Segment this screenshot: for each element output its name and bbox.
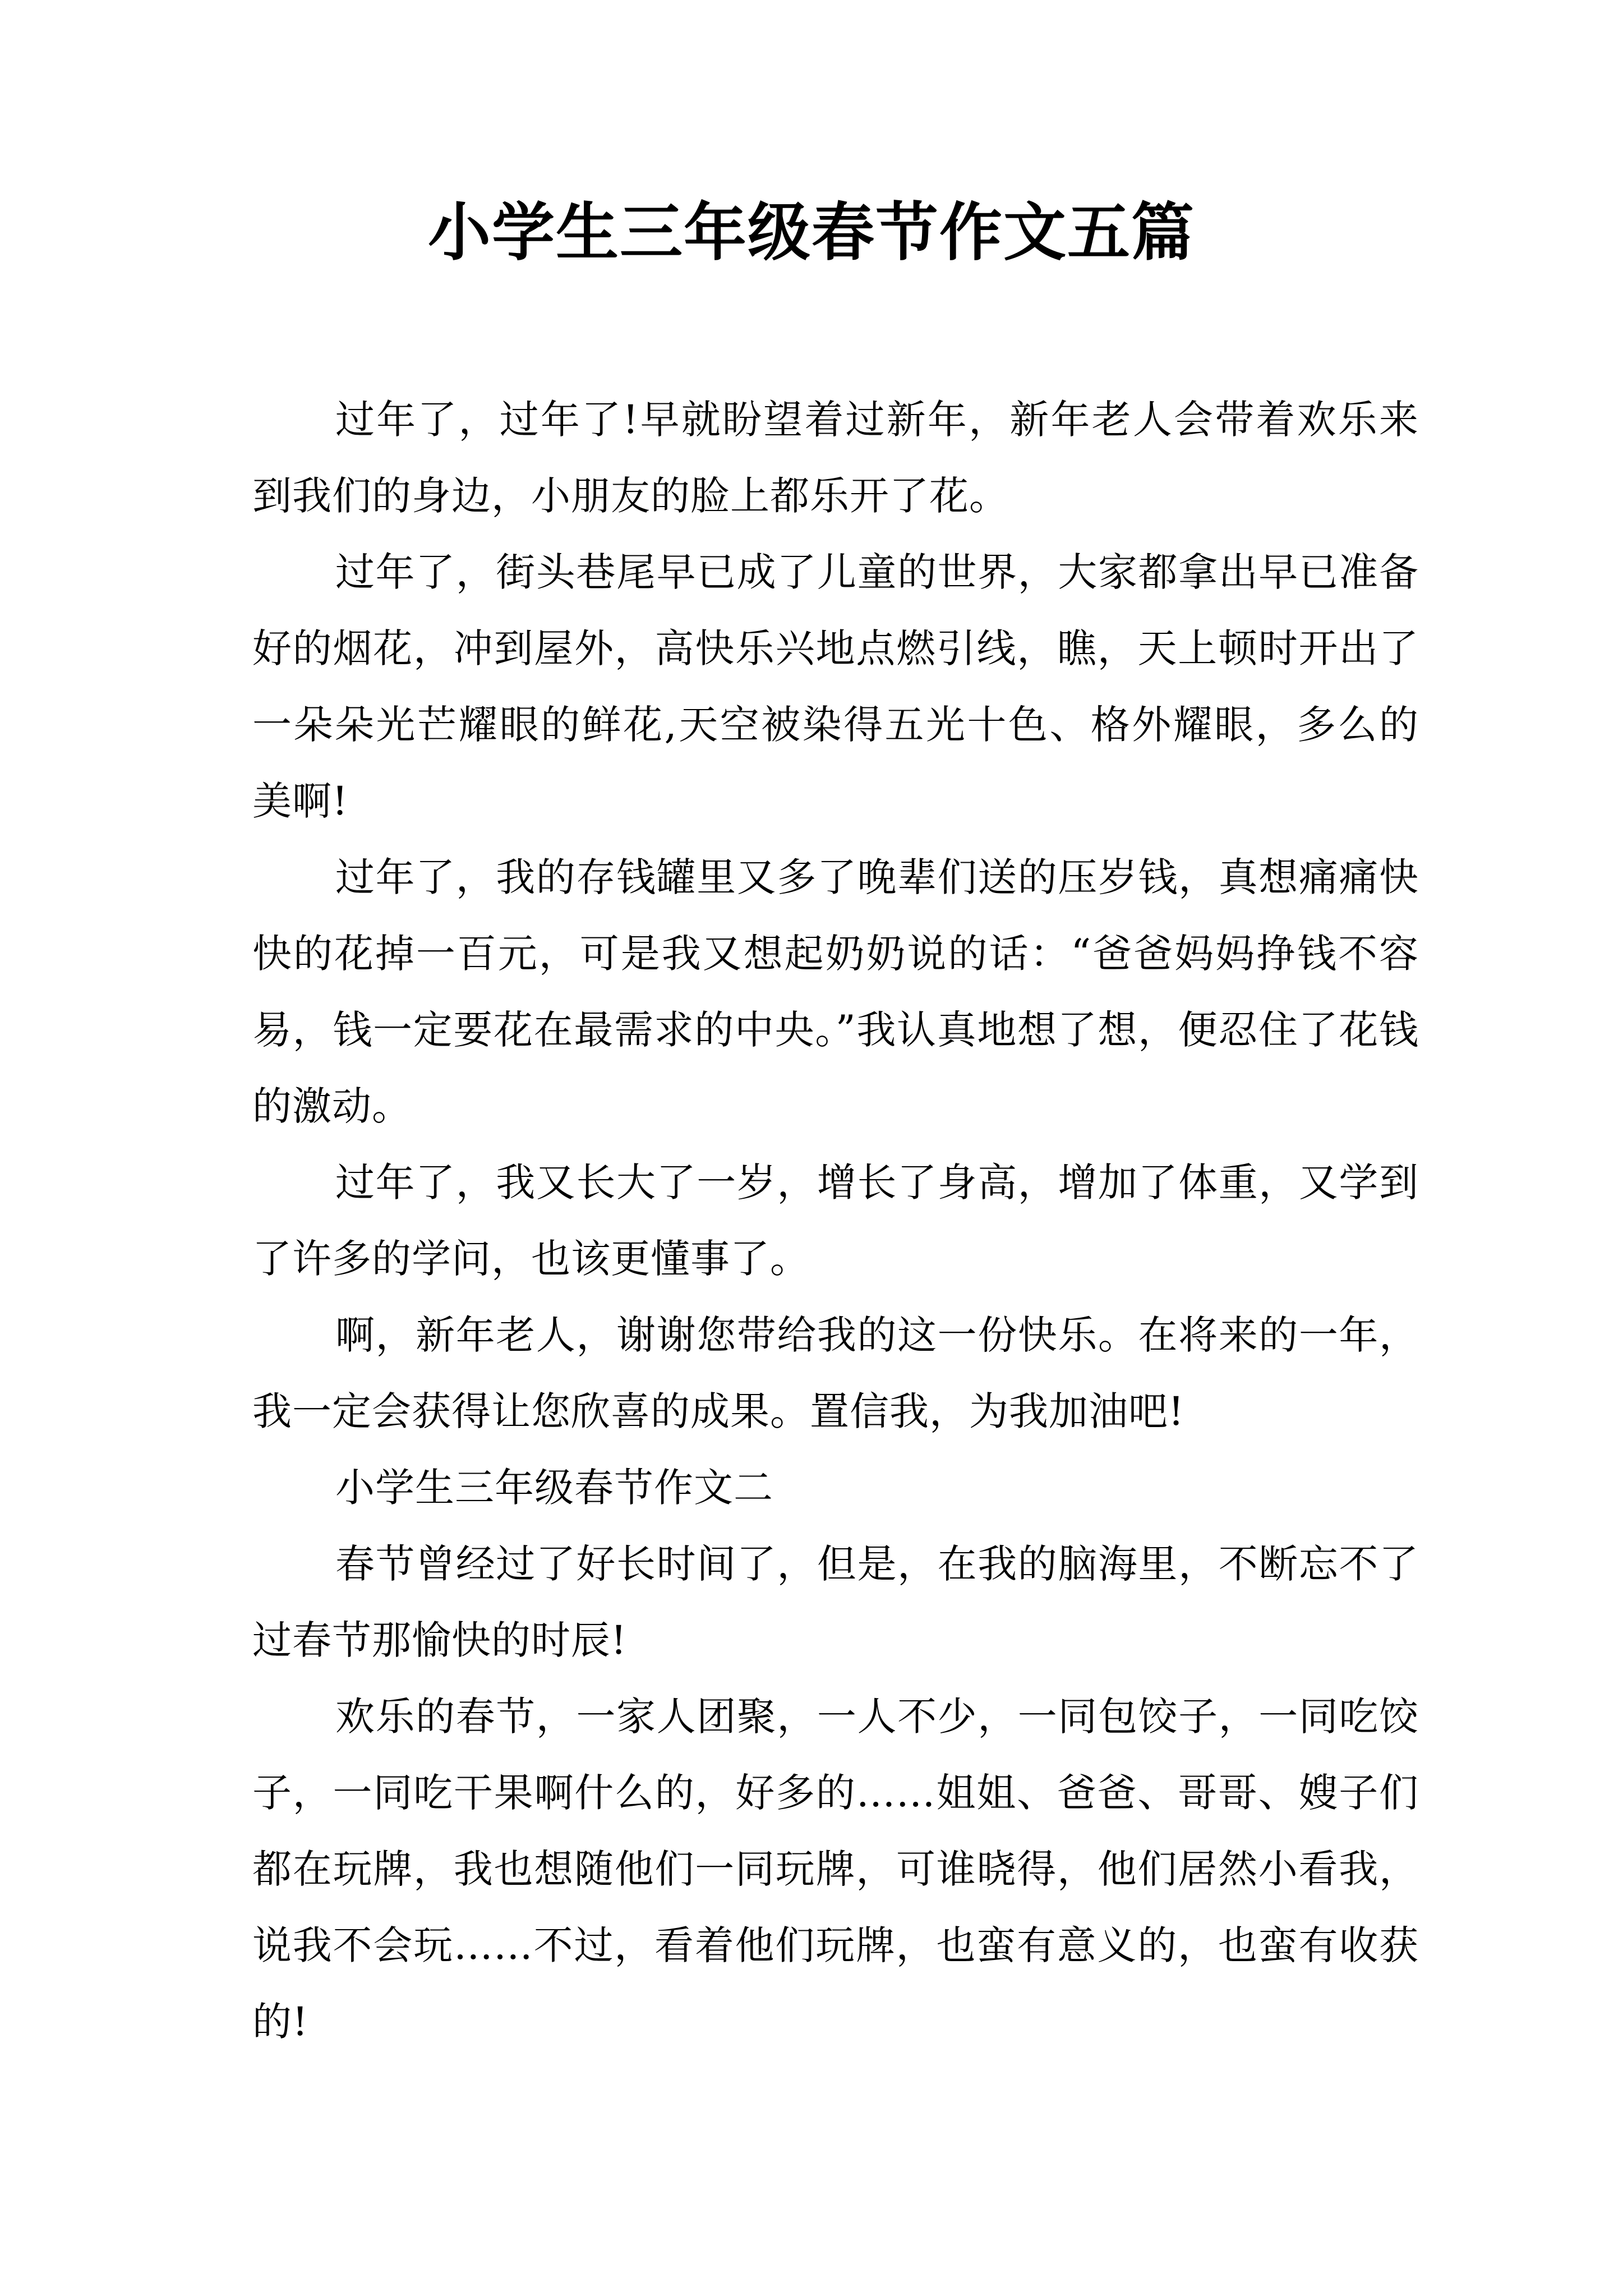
paragraph-3: 过年了，我的存钱罐里又多了晚辈们送的压岁钱，真想痛痛快快的花掉一百元，可是我又想起奶奶说的话：“爸爸妈妈挣钱不容易，钱一定要花在最需求的中央。”我认真地想了想，便忍住了花钱的激动。 xyxy=(252,854,1419,1129)
document-title: 小学生三年级春节作文五篇 xyxy=(428,196,1195,269)
paragraph-1: 过年了，过年了!早就盼望着过新年，新年老人会带着欢乐来到我们的身边，小朋友的脸上都乐开了花。 xyxy=(252,397,1419,519)
paragraph-2: 过年了，街头巷尾早已成了儿童的世界，大家都拿出早已准备好的烟花，冲到屋外，高快乐兴地点燃引线，瞧，天上顿时开出了一朵朵光芒耀眼的鲜花,天空被染得五光十色、格外耀眼，多么的美啊! xyxy=(252,549,1419,824)
paragraph-6: 春节曾经过了好长时间了，但是，在我的脑海里，不断忘不了过春节那愉快的时辰! xyxy=(252,1541,1419,1663)
paragraph-4: 过年了，我又长大了一岁，增长了身高，增加了体重，又学到了许多的学问，也该更懂事了。 xyxy=(252,1159,1419,1282)
section-subheading: 小学生三年级春节作文二 xyxy=(335,1465,773,1511)
paragraph-7: 欢乐的春节，一家人团聚，一人不少，一同包饺子，一同吃饺子，一同吃干果啊什么的，好多的……姐姐、爸爸、哥哥、嫂子们都在玩牌，我也想随他们一同玩牌，可谁晓得，他们居然小看我，说我不会玩……不过，看着他们玩牌，也蛮有意义的，也蛮有收获的! xyxy=(252,1694,1419,2045)
paragraph-5: 啊，新年老人，谢谢您带给我的这一份快乐。在将来的一年，我一定会获得让您欣喜的成果。置信我，为我加油吧! xyxy=(252,1312,1419,1434)
document-body xyxy=(252,381,1419,2060)
